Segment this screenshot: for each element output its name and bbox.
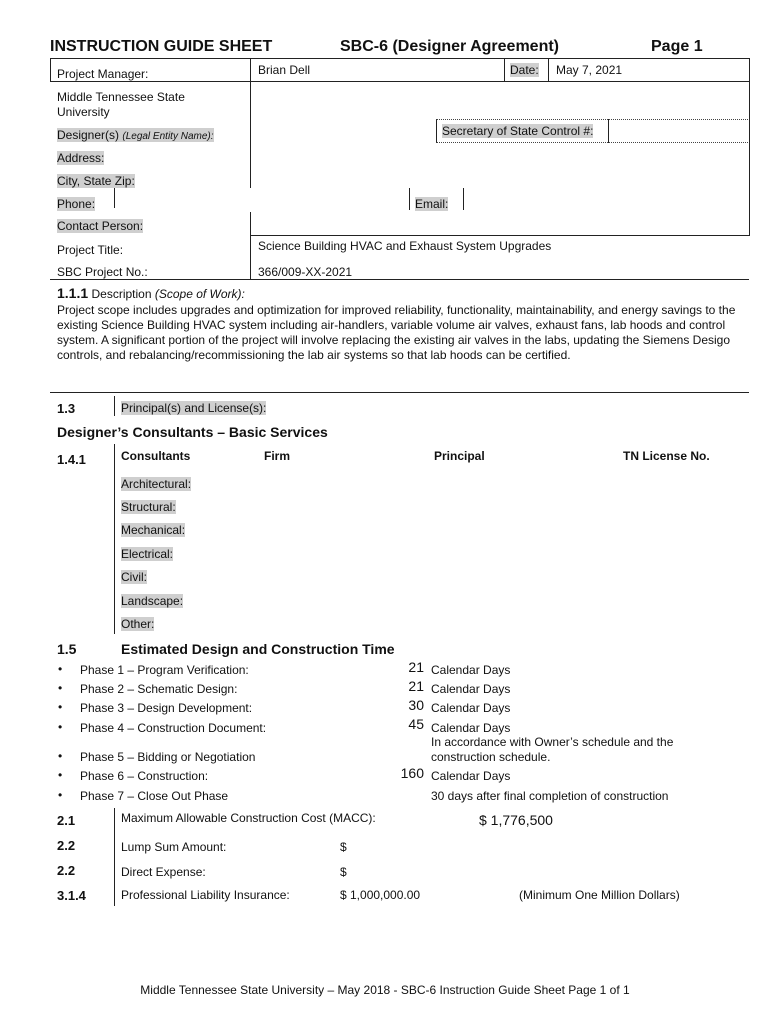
email-label: Email:: [415, 197, 449, 211]
phase-4-days: 45: [408, 716, 424, 732]
cost-insurance-label: Professional Liability Insurance:: [121, 888, 290, 902]
sos-label: Secretary of State Control #:: [442, 124, 594, 138]
phase-6-label: Phase 6 – Construction:: [80, 769, 209, 783]
principals-number: 1.3: [57, 401, 76, 416]
phase-6-unit: Calendar Days: [431, 769, 511, 783]
phase-1-unit: Calendar Days: [431, 663, 511, 677]
schedule-number: 1.5: [57, 641, 77, 657]
phase-3-days: 30: [408, 697, 424, 713]
phase-4-unit: Calendar Days: [431, 721, 511, 735]
col-license: TN License No.: [623, 449, 710, 463]
phase-3-label: Phase 3 – Design Development:: [80, 701, 253, 715]
cost-direct-expense-label: Direct Expense:: [121, 865, 206, 879]
city-state-zip-label: City, State Zip:: [57, 174, 135, 188]
consultant-electrical: Electrical:: [121, 547, 174, 561]
cost-insurance-number: 3.1.4: [57, 888, 86, 903]
email-divider-right: [463, 188, 464, 210]
cost-lump-sum-number: 2.2: [57, 838, 76, 853]
consultant-structural: Structural:: [121, 500, 176, 514]
col-consultants: Consultants: [121, 449, 191, 463]
phase-2-label: Phase 2 – Schematic Design:: [80, 682, 238, 696]
bullet: •: [58, 768, 63, 782]
bullet: •: [58, 700, 63, 714]
consultant-mechanical: Mechanical:: [121, 523, 186, 537]
cost-direct-expense-number: 2.2: [57, 863, 76, 878]
box-right-line: [749, 58, 750, 235]
schedule-heading: Estimated Design and Construction Time: [121, 641, 395, 657]
sos-value[interactable]: [614, 124, 744, 138]
col-firm: Firm: [264, 449, 291, 463]
date-value[interactable]: May 7, 2021: [556, 63, 623, 77]
bullet: •: [58, 720, 63, 734]
scope-number: 1.1.1: [57, 285, 89, 301]
cost-macc-value[interactable]: $ 1,776,500: [479, 812, 553, 828]
phase-6-days: 160: [400, 765, 424, 781]
bullet: •: [58, 681, 63, 695]
box-lower-line: [250, 235, 750, 236]
box-mid-line: [250, 58, 251, 188]
scope-bottom-line: [50, 392, 749, 393]
page-footer: Middle Tennessee State University – May 2018 - SBC-6 Instruction Guide Sheet Page 1 of 1: [140, 983, 630, 997]
phase-2-unit: Calendar Days: [431, 682, 511, 696]
phase-1-label: Phase 1 – Program Verification:: [80, 663, 249, 677]
consultant-civil: Civil:: [121, 570, 147, 584]
phase-5-unit: In accordance with Owner’s schedule and the construction schedule.: [431, 735, 674, 764]
project-manager-value[interactable]: Brian Dell: [258, 63, 311, 77]
costs-divider: [114, 808, 115, 906]
form-name: SBC-6 (Designer Agreement): [340, 38, 560, 55]
project-title-label: Project Title:: [57, 243, 124, 257]
address-label: Address:: [57, 151, 105, 165]
phase-7-label: Phase 7 – Close Out Phase: [80, 789, 229, 803]
box-row-line: [50, 81, 749, 82]
bullet: •: [58, 662, 63, 676]
phase-7-unit: 30 days after final completion of construction: [431, 789, 669, 803]
consultant-other: Other:: [121, 617, 155, 631]
phase-2-days: 21: [408, 678, 424, 694]
cost-macc-number: 2.1: [57, 813, 76, 828]
date-divider-left: [504, 58, 505, 81]
phase-1-days: 21: [408, 659, 424, 675]
principals-divider: [114, 396, 115, 416]
phase-3-unit: Calendar Days: [431, 701, 511, 715]
date-label: Date:: [510, 63, 539, 77]
box-mid-line-lower: [250, 212, 251, 279]
bullet: •: [58, 749, 63, 763]
phone-label: Phone:: [57, 197, 96, 211]
owner-name: Middle Tennessee State University: [57, 90, 185, 119]
cost-direct-expense-value[interactable]: $: [340, 865, 347, 879]
sbc-project-label: SBC Project No.:: [57, 265, 148, 279]
designer-label: [57, 128, 214, 142]
phase-5-label: Phase 5 – Bidding or Negotiation: [80, 750, 256, 764]
email-divider-left: [409, 188, 410, 210]
bullet: •: [58, 788, 63, 802]
sos-divider: [608, 119, 609, 143]
cost-lump-sum-label: Lump Sum Amount:: [121, 840, 227, 854]
scope-label: Description: [91, 287, 152, 301]
consultants-heading: Designer’s Consultants – Basic Services: [57, 424, 328, 440]
scope-heading: [57, 285, 245, 301]
designer-label-note: (Legal Entity Name):: [122, 131, 214, 142]
cost-lump-sum-value[interactable]: $: [340, 840, 347, 854]
consultants-divider: [114, 444, 115, 634]
consultants-number: 1.4.1: [57, 452, 86, 467]
phone-divider: [114, 188, 115, 208]
consultant-landscape: Landscape:: [121, 594, 184, 608]
phase-4-label: Phase 4 – Construction Document:: [80, 721, 267, 735]
project-manager-label: Project Manager:: [57, 67, 149, 81]
cost-insurance-value[interactable]: $ 1,000,000.00: [340, 888, 421, 902]
contact-person-label: Contact Person:: [57, 219, 144, 233]
col-principal: Principal: [434, 449, 485, 463]
scope-label-note: (Scope of Work):: [154, 287, 245, 301]
box-bottom-line: [50, 279, 749, 280]
cost-insurance-note: (Minimum One Million Dollars): [519, 888, 680, 902]
sbc-project-value[interactable]: 366/009-XX-2021: [258, 265, 353, 279]
consultant-architectural: Architectural:: [121, 477, 192, 491]
cost-macc-label: Maximum Allowable Construction Cost (MACC):: [121, 811, 376, 825]
box-top-line: [50, 58, 749, 59]
doc-title: INSTRUCTION GUIDE SHEET: [50, 38, 273, 55]
project-title-value[interactable]: Science Building HVAC and Exhaust System Upgrades: [258, 239, 552, 253]
date-divider-right: [548, 58, 549, 81]
principals-label: Principal(s) and License(s):: [121, 401, 267, 415]
scope-text[interactable]: Project scope includes upgrades and optimization for improved reliability, functionality, maintainability, and energy savings to the existing Science Building HVAC system including air-handlers, variable volume air valves, exhaust fans, lab hoods and control system. A significant portion of the project will involve replacing the existing air valves in the labs, updating the Siemens Desigo controls, and rebalancing/recommissioning the lab air systems so that lab hoods can be certified.: [57, 303, 736, 362]
designer-label-text: Designer(s): [57, 128, 120, 142]
page-label: Page 1: [651, 38, 703, 55]
box-left-line: [50, 58, 51, 81]
